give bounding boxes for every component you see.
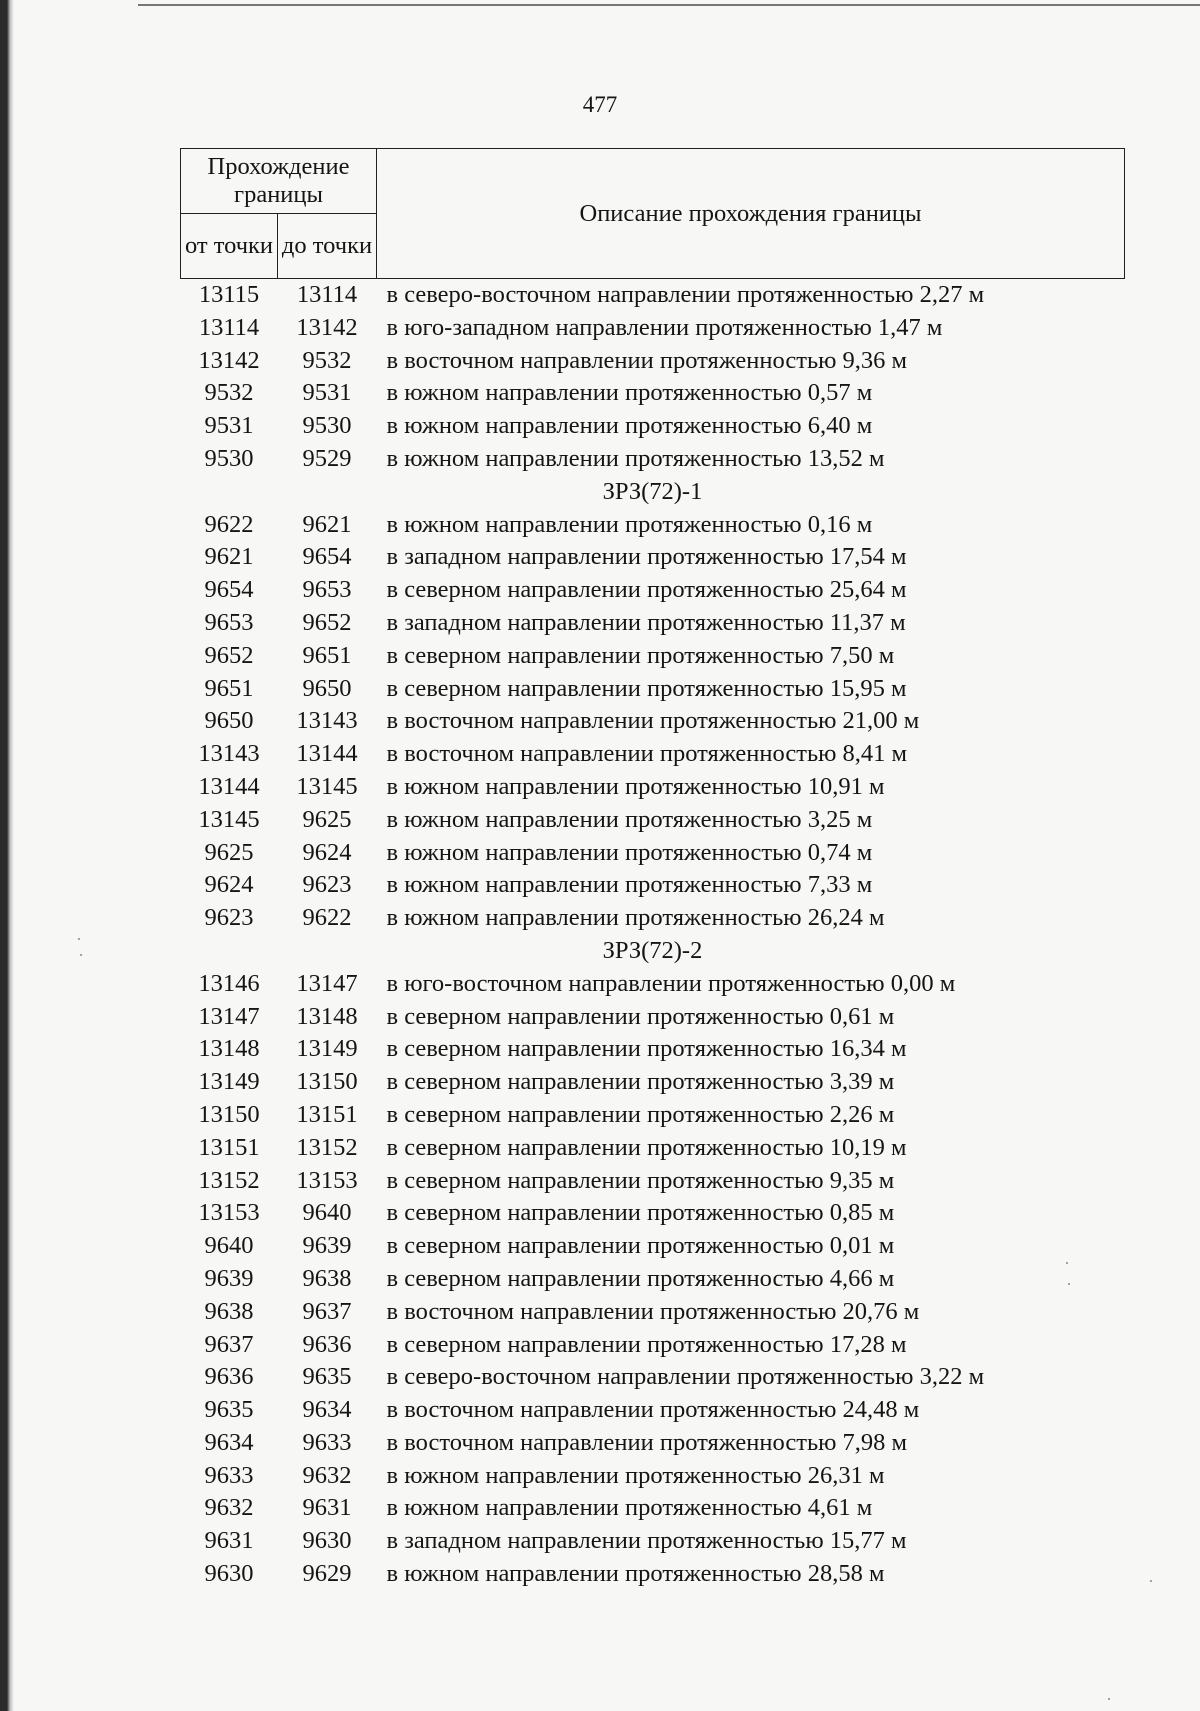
to-point-cell: 9530 [302, 412, 352, 440]
from-point-cell: 13146 [198, 969, 260, 997]
to-point-cell: 9624 [302, 838, 352, 866]
from-point-cell: 9630 [204, 1560, 254, 1588]
from-point-cell: 9530 [204, 444, 254, 472]
table-row [181, 1427, 1125, 1460]
to-point-cell: 9653 [302, 576, 352, 604]
description-cell: в северном направлении протяженностью 2,26 м [386, 1100, 895, 1128]
description-cell: в северном направлении протяженностью 0,85 м [386, 1199, 895, 1227]
to-point-cell: 13153 [296, 1166, 358, 1194]
from-point-cell: 13147 [198, 1002, 260, 1030]
to-point-cell: 9652 [302, 608, 352, 636]
description-cell: в северном направлении протяженностью 0,61 м [386, 1002, 895, 1030]
from-point-cell: 13151 [198, 1133, 260, 1161]
description-cell: в южном направлении протяженностью 3,25 м [386, 805, 873, 833]
table-row [181, 607, 1125, 640]
table-row [181, 902, 1125, 935]
to-point-cell: 9623 [302, 871, 352, 899]
description-cell: в юго-восточном направлении протяженностью 0,00 м [386, 969, 956, 997]
description-cell: в восточном направлении протяженностью 8,41 м [386, 740, 908, 768]
to-point-cell: 9654 [302, 543, 352, 571]
to-point-cell: 9640 [302, 1199, 352, 1227]
table-row [181, 837, 1125, 870]
to-point-cell: 9635 [302, 1363, 352, 1391]
section-row [181, 476, 1125, 509]
description-cell: в западном направлении протяженностью 11,37 м [386, 608, 906, 636]
description-cell: в южном направлении протяженностью 0,74 м [386, 838, 873, 866]
description-cell: в северном направлении протяженностью 4,66 м [386, 1264, 895, 1292]
description-cell: в восточном направлении протяженностью 20,76 м [386, 1297, 920, 1325]
description-cell: в южном направлении протяженностью 26,31 м [386, 1461, 885, 1489]
from-point-cell: 9640 [204, 1232, 254, 1260]
from-point-cell: 9623 [204, 904, 254, 932]
to-point-cell: 9532 [302, 346, 352, 374]
to-point-cell: 13114 [296, 281, 358, 308]
description-cell: в южном направлении протяженностью 10,91 м [386, 772, 885, 800]
section-row [181, 935, 1125, 968]
table-row [181, 312, 1125, 345]
table-row [181, 738, 1125, 771]
description-cell: в восточном направлении протяженностью 7,98 м [386, 1428, 908, 1456]
to-point-cell: 13148 [296, 1002, 358, 1030]
section-title: ЗРЗ(72)-2 [602, 936, 703, 964]
to-point-cell: 9630 [302, 1527, 352, 1555]
from-point-cell: 13114 [198, 313, 260, 341]
table-row [181, 968, 1125, 1001]
from-point-cell: 9654 [204, 576, 254, 604]
table-row [181, 1525, 1125, 1558]
to-point-cell: 13152 [296, 1133, 358, 1161]
header-description: Описание прохождения границы [377, 149, 1125, 279]
scan-left-edge [0, 0, 14, 1711]
from-point-cell: 9633 [204, 1461, 254, 1489]
table-body [181, 279, 1125, 1591]
header-to-point: до точки [278, 214, 377, 279]
from-point-cell: 9625 [204, 838, 254, 866]
description-cell: в южном направлении протяженностью 28,58 м [386, 1560, 885, 1588]
to-point-cell: 9621 [302, 510, 352, 538]
from-point-cell: 9631 [204, 1527, 254, 1555]
from-point-cell: 13142 [198, 346, 260, 374]
from-point-cell: 9652 [204, 641, 254, 669]
from-point-cell: 9653 [204, 608, 254, 636]
boundary-table [180, 148, 1125, 1591]
scan-speck [1068, 1283, 1070, 1285]
description-cell: в северном направлении протяженностью 3,39 м [386, 1068, 895, 1096]
to-point-cell: 9638 [302, 1264, 352, 1292]
table-row [181, 1361, 1125, 1394]
to-point-cell: 9639 [302, 1232, 352, 1260]
to-point-cell: 9651 [302, 641, 352, 669]
from-point-cell: 9637 [204, 1330, 254, 1358]
table-row [181, 410, 1125, 443]
to-point-cell: 13144 [296, 740, 358, 768]
scan-speck [78, 938, 80, 940]
description-cell: в северном направлении протяженностью 16,34 м [386, 1035, 907, 1063]
description-cell: в западном направлении протяженностью 17,54 м [386, 543, 907, 571]
to-point-cell: 9637 [302, 1297, 352, 1325]
to-point-cell: 9529 [302, 444, 352, 472]
from-point-cell: 13145 [198, 805, 260, 833]
description-cell: в южном направлении протяженностью 26,24 м [386, 904, 885, 932]
from-point-cell: 9636 [204, 1363, 254, 1391]
from-point-cell: 9650 [204, 707, 254, 735]
table-row [181, 541, 1125, 574]
table-row [181, 509, 1125, 542]
header-boundary-passage: Прохождение границы [181, 149, 377, 214]
table-row [181, 1099, 1125, 1132]
description-cell: в южном направлении протяженностью 0,16 м [386, 510, 873, 538]
description-cell: в южном направлении протяженностью 6,40 м [386, 412, 873, 440]
description-cell: в южном направлении протяженностью 0,57 м [386, 379, 873, 407]
to-point-cell: 13150 [296, 1068, 358, 1096]
from-point-cell: 13149 [198, 1068, 260, 1096]
section-title: ЗРЗ(72)-1 [602, 477, 703, 505]
table-row [181, 1329, 1125, 1362]
table-row [181, 1263, 1125, 1296]
from-point-cell: 9622 [204, 510, 254, 538]
description-cell: в южном направлении протяженностью 7,33 м [386, 871, 873, 899]
from-point-cell: 13144 [198, 772, 260, 800]
description-cell: в северном направлении протяженностью 15,95 м [386, 674, 907, 702]
to-point-cell: 9633 [302, 1428, 352, 1456]
from-point-cell: 9624 [204, 871, 254, 899]
from-point-cell: 13148 [198, 1035, 260, 1063]
table-row [181, 574, 1125, 607]
from-point-cell: 9635 [204, 1396, 254, 1424]
table-row [181, 1394, 1125, 1427]
header-from-point: от точки [181, 214, 278, 279]
table-row [181, 1197, 1125, 1230]
description-cell: в южном направлении протяженностью 4,61 м [386, 1494, 873, 1522]
table-row [181, 1296, 1125, 1329]
from-point-cell: 9632 [204, 1494, 254, 1522]
to-point-cell: 9629 [302, 1560, 352, 1588]
table-row [181, 771, 1125, 804]
from-point-cell: 9651 [204, 674, 254, 702]
to-point-cell: 13143 [296, 707, 358, 735]
table-row [181, 640, 1125, 673]
from-point-cell: 9634 [204, 1428, 254, 1456]
from-point-cell: 13115 [198, 281, 260, 308]
from-point-cell: 9531 [204, 412, 254, 440]
scan-speck [1066, 1262, 1068, 1264]
scan-speck [1108, 1698, 1110, 1700]
table-row [181, 1033, 1125, 1066]
to-point-cell: 9634 [302, 1396, 352, 1424]
from-point-cell: 9639 [204, 1264, 254, 1292]
to-point-cell: 13149 [296, 1035, 358, 1063]
description-cell: в северном направлении протяженностью 17,28 м [386, 1330, 907, 1358]
table-row [181, 1165, 1125, 1198]
table-row [181, 1230, 1125, 1263]
description-cell: в северо-восточном направлении протяженностью 3,22 м [386, 1363, 985, 1391]
table-row [181, 705, 1125, 738]
to-point-cell: 9631 [302, 1494, 352, 1522]
from-point-cell: 13150 [198, 1100, 260, 1128]
description-cell: в северном направлении протяженностью 7,50 м [386, 641, 895, 669]
table-row [181, 279, 1125, 312]
description-cell: в юго-западном направлении протяженностью 1,47 м [386, 313, 943, 341]
description-cell: в северном направлении протяженностью 10,19 м [386, 1133, 907, 1161]
table-row [181, 1492, 1125, 1525]
from-point-cell: 9532 [204, 379, 254, 407]
table-row [181, 869, 1125, 902]
description-cell: в северном направлении протяженностью 9,35 м [386, 1166, 895, 1194]
table-row [181, 443, 1125, 476]
description-cell: в северном направлении протяженностью 0,01 м [386, 1232, 895, 1260]
table-row [181, 1066, 1125, 1099]
from-point-cell: 13152 [198, 1166, 260, 1194]
table-row [181, 673, 1125, 706]
table-row [181, 377, 1125, 410]
table-row [181, 804, 1125, 837]
to-point-cell: 9622 [302, 904, 352, 932]
table-row [181, 345, 1125, 378]
description-cell: в западном направлении протяженностью 15,77 м [386, 1527, 907, 1555]
to-point-cell: 13151 [296, 1100, 358, 1128]
to-point-cell: 9625 [302, 805, 352, 833]
description-cell: в восточном направлении протяженностью 21,00 м [386, 707, 920, 735]
to-point-cell: 9650 [302, 674, 352, 702]
from-point-cell: 13143 [198, 740, 260, 768]
scan-speck [80, 954, 82, 956]
table-row [181, 1132, 1125, 1165]
to-point-cell: 9636 [302, 1330, 352, 1358]
to-point-cell: 13145 [296, 772, 358, 800]
description-cell: в восточном направлении протяженностью 9,36 м [386, 346, 908, 374]
description-cell: в северо-восточном направлении протяженностью 2,27 м [386, 281, 985, 308]
from-point-cell: 9621 [204, 543, 254, 571]
to-point-cell: 9632 [302, 1461, 352, 1489]
scan-speck [1150, 1580, 1152, 1582]
from-point-cell: 9638 [204, 1297, 254, 1325]
to-point-cell: 9531 [302, 379, 352, 407]
description-cell: в южном направлении протяженностью 13,52 м [386, 444, 885, 472]
table-row [181, 1558, 1125, 1591]
to-point-cell: 13142 [296, 313, 358, 341]
table-row [181, 1460, 1125, 1493]
description-cell: в северном направлении протяженностью 25,64 м [386, 576, 907, 604]
page-number: 477 [582, 92, 618, 117]
scan-top-edge [138, 4, 1200, 6]
from-point-cell: 13153 [198, 1199, 260, 1227]
to-point-cell: 13147 [296, 969, 358, 997]
table-row [181, 1001, 1125, 1034]
description-cell: в восточном направлении протяженностью 24,48 м [386, 1396, 920, 1424]
